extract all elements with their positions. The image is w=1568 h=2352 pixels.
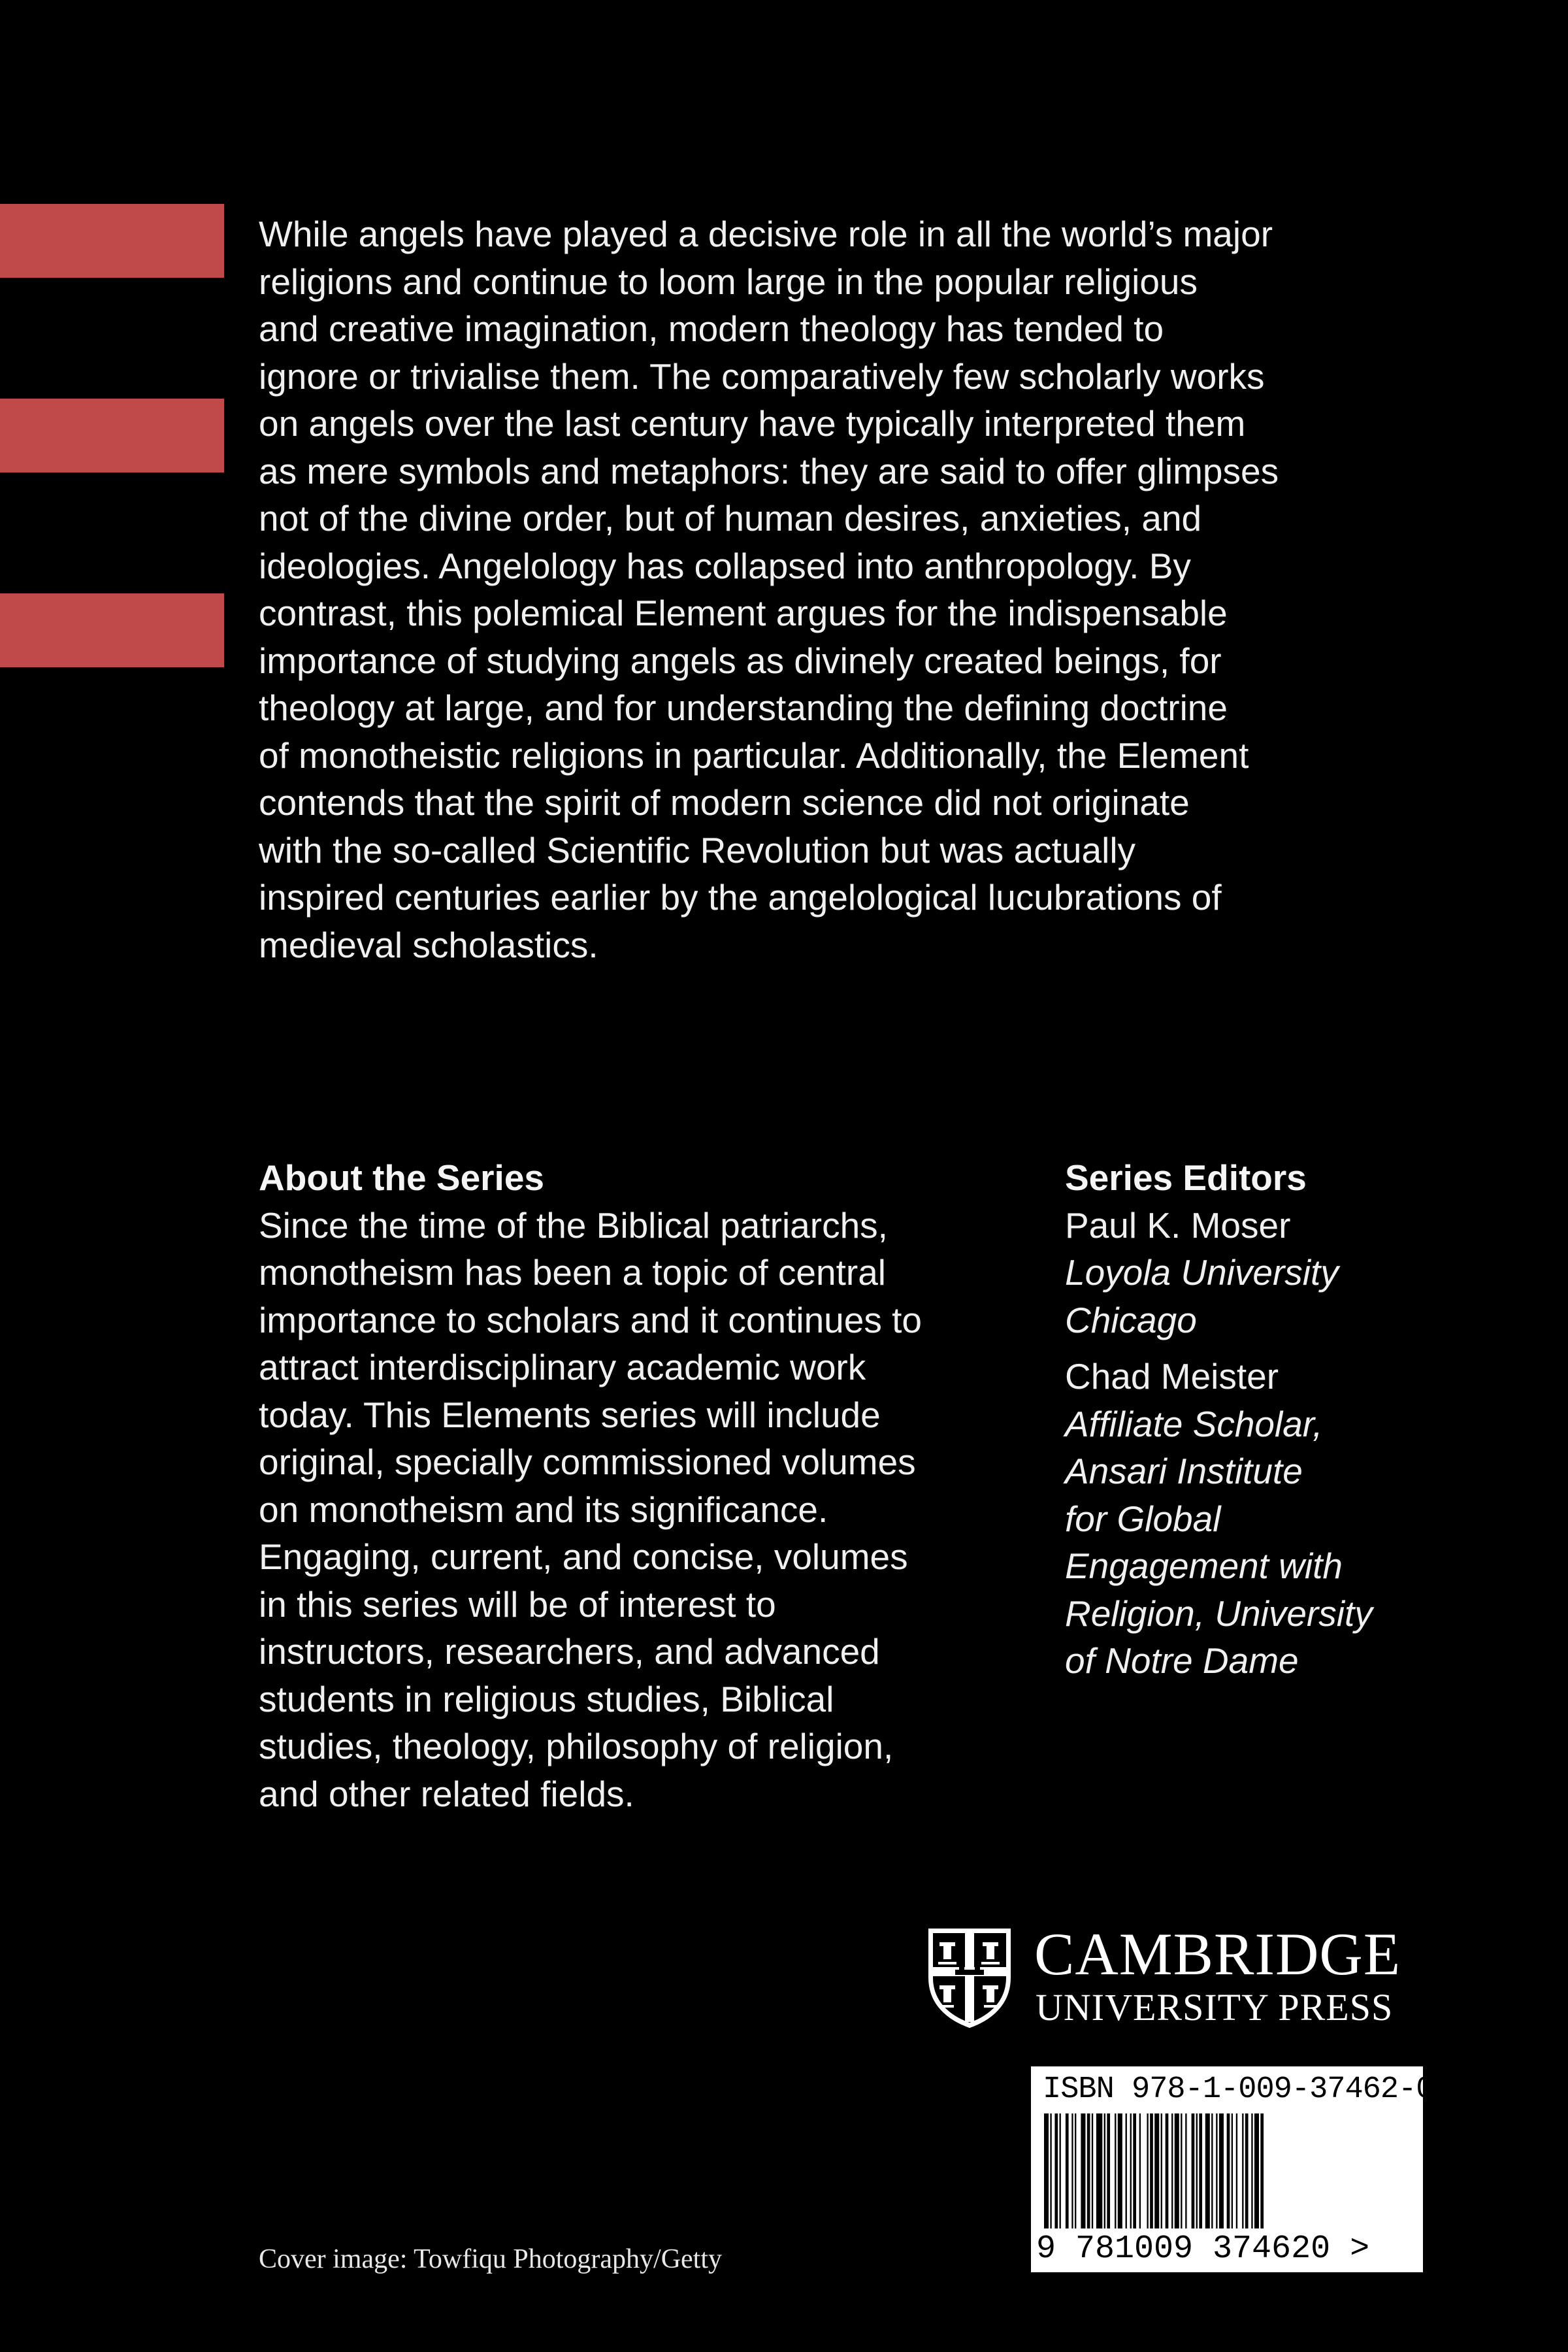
barcode-bar <box>1254 2113 1259 2228</box>
barcode-bar <box>1081 2113 1085 2228</box>
cambridge-crest-icon <box>926 1927 1013 2030</box>
barcode-bar <box>1044 2113 1049 2228</box>
barcode-bar <box>1232 2113 1233 2228</box>
barcode-bar <box>1236 2113 1237 2228</box>
barcode-bar <box>1054 2113 1058 2228</box>
barcode-bar <box>1071 2113 1073 2228</box>
barcode-bar <box>1115 2113 1116 2228</box>
barcode-bar <box>1126 2113 1127 2228</box>
decorative-stripe-top <box>0 204 224 278</box>
barcode-bar <box>1211 2113 1213 2228</box>
barcode-bar <box>1251 2113 1252 2228</box>
barcode-bar <box>1050 2113 1051 2228</box>
barcode-bar <box>1147 2113 1148 2228</box>
barcode-bar <box>1139 2113 1141 2228</box>
barcode-bar <box>1192 2113 1195 2228</box>
barcode-bar <box>1181 2113 1182 2228</box>
decorative-stripe-middle <box>0 399 224 472</box>
barcode-bar <box>1133 2113 1136 2228</box>
barcode-bar <box>1130 2113 1132 2228</box>
barcode-bar <box>1185 2113 1186 2228</box>
about-series-text: Since the time of the Biblical patriarchs, monotheism has been a topic of central importance to scholars and it continues to attract interdisciplinary academic work today. This Elements series will include original, specially commissioned volumes on monotheism and its significance. Engaging, current, and concise, volumes in this series will be of interest to instructors, researchers, and advanced students in religious studies, Biblical studies, theology, philosophy of religion, and other related fields. <box>259 1204 923 1814</box>
series-editors-section <box>1065 1154 1522 1685</box>
barcode-bar <box>1154 2113 1159 2228</box>
barcode-bar <box>1166 2113 1169 2228</box>
barcode-bars <box>1043 2113 1413 2228</box>
editor-name: Paul K. Moser <box>1065 1204 1291 1246</box>
barcode-bar <box>1196 2113 1198 2228</box>
publisher-logo <box>926 1921 1436 2032</box>
barcode-bar <box>1060 2113 1061 2228</box>
isbn-label: ISBN 978-1-009-37462-0 <box>1043 2072 1434 2107</box>
barcode-bar <box>1205 2113 1210 2228</box>
barcode-bar <box>1104 2113 1105 2228</box>
series-editors-heading: Series Editors <box>1065 1157 1307 1198</box>
barcode-bar <box>1118 2113 1122 2228</box>
publisher-subtitle: UNIVERSITY PRESS <box>1036 1986 1394 2029</box>
barcode-bar <box>1219 2113 1224 2228</box>
book-blurb: While angels have played a decisive role in all the world’s major religions and continue to loom large in the popular religious and creative imagination, modern theology has tended to ignore or trivialise them. The comparatively few scholarly works on angels over the last century have typically interpreted them as mere symbols and metaphors: they are said to offer glimpses not of the divine order, but of human desires, anxieties, and ideologies. Angelology has collapsed into anthropology. By contrast, this polemical Element argues for the indispensable importance of studying angels as divinely created beings, for theology at large, and for understanding the defining doctrine of monotheistic religions in particular. Additionally, the Element contends that the spirit of modern science did not originate with the so-called Scientific Revolution but was actually inspired centuries earlier by the angelological lucubrations of medieval scholastics. <box>259 214 1279 965</box>
barcode-bar <box>1175 2113 1179 2228</box>
barcode-bar <box>1161 2113 1162 2228</box>
barcode-bar <box>1150 2113 1153 2228</box>
barcode-bar <box>1075 2113 1076 2228</box>
editor-affiliation: Loyola University Chicago <box>1065 1252 1339 1340</box>
barcode-bar <box>1171 2113 1173 2228</box>
barcode-bar <box>1092 2113 1093 2228</box>
editor-spacer <box>1065 1344 1522 1353</box>
about-series-heading: About the Series <box>259 1157 545 1198</box>
barcode-bar <box>1066 2113 1069 2228</box>
publisher-name: CAMBRIDGE <box>1034 1921 1401 1987</box>
barcode-bar <box>1227 2113 1230 2228</box>
isbn-barcode <box>1031 2066 1434 2272</box>
barcode-bar <box>1107 2113 1110 2228</box>
editor-affiliation: Affiliate Scholar, Ansari Institute for Global Engagement with Religion, University of Notre Dame <box>1065 1403 1373 1681</box>
editor-name: Chad Meister <box>1065 1356 1279 1397</box>
barcode-bar <box>1260 2113 1264 2228</box>
barcode-bar <box>1087 2113 1090 2228</box>
barcode-digits: 9 781009 374620 > <box>1036 2230 1370 2268</box>
barcode-bar <box>1096 2113 1102 2228</box>
cover-image-credit: Cover image: Towfiqu Photography/Getty <box>259 2244 723 2274</box>
barcode-bar <box>1216 2113 1217 2228</box>
barcode-bar <box>1242 2113 1243 2228</box>
about-series-section <box>259 1154 1043 1817</box>
barcode-bar <box>1245 2113 1249 2228</box>
barcode-bar <box>1199 2113 1202 2228</box>
decorative-stripe-bottom <box>0 593 224 667</box>
